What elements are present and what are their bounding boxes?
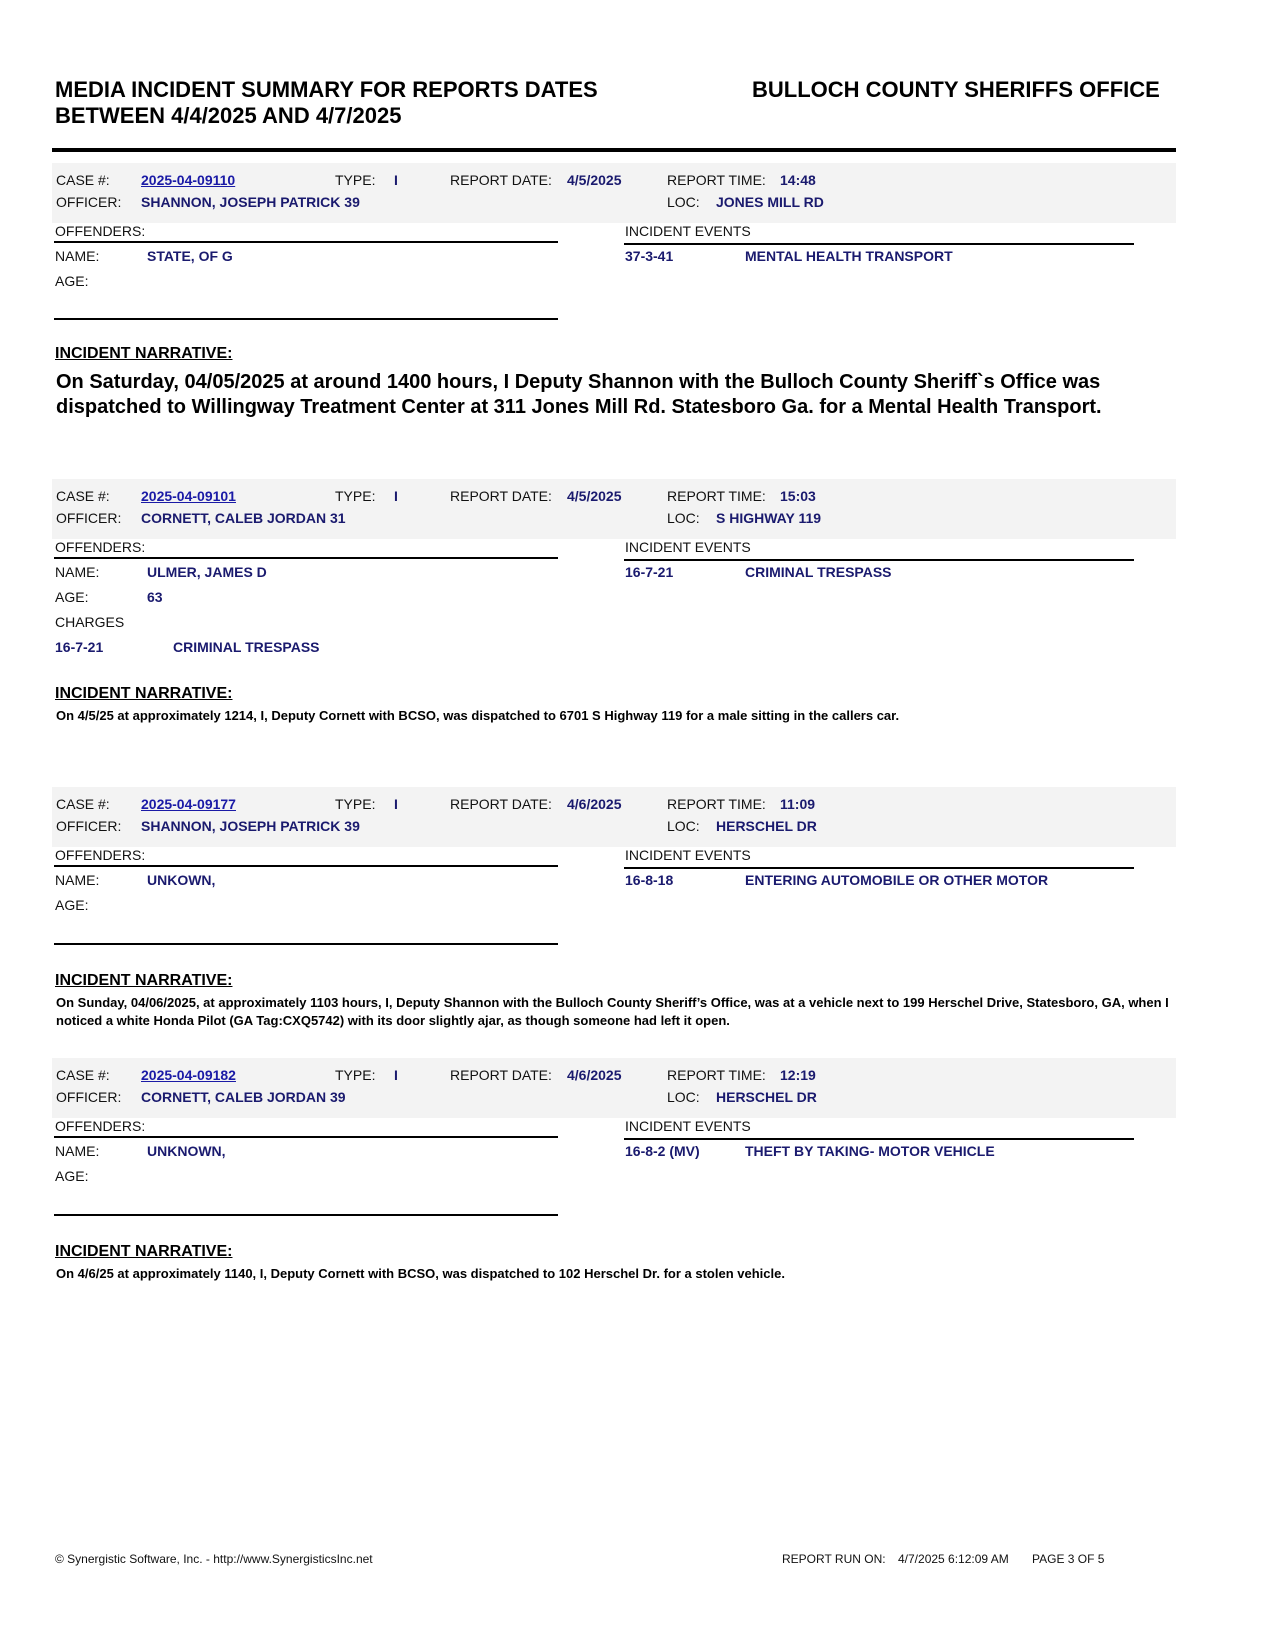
- event-description: ENTERING AUTOMOBILE OR OTHER MOTOR: [745, 872, 1049, 888]
- offender-name-label: NAME:: [55, 248, 100, 264]
- event-code: 37-3-41: [625, 248, 674, 264]
- incident-events-rule: [624, 559, 1134, 561]
- offender-age-label: AGE:: [55, 897, 89, 913]
- case-number-label: CASE #:: [56, 1067, 110, 1083]
- report-date-label: REPORT DATE:: [450, 172, 552, 188]
- loc-label: LOC:: [667, 510, 700, 526]
- type-value: I: [394, 172, 398, 188]
- narrative-heading: INCIDENT NARRATIVE:: [55, 345, 233, 362]
- officer-label: OFFICER:: [56, 194, 122, 210]
- type-label: TYPE:: [335, 1067, 376, 1083]
- offenders-rule: [54, 865, 558, 867]
- officer-value: SHANNON, JOSEPH PATRICK 39: [141, 194, 360, 210]
- case-number-label: CASE #:: [56, 172, 110, 188]
- incident-events-heading: INCIDENT EVENTS: [625, 1118, 751, 1134]
- case-number-label: CASE #:: [56, 488, 110, 504]
- report-date-value: 4/6/2025: [567, 796, 622, 812]
- incident-events-rule: [624, 867, 1134, 869]
- narrative-heading: INCIDENT NARRATIVE:: [55, 685, 233, 702]
- report-date-label: REPORT DATE:: [450, 1067, 552, 1083]
- offenders-rule: [54, 1136, 558, 1138]
- officer-value: SHANNON, JOSEPH PATRICK 39: [141, 818, 360, 834]
- officer-label: OFFICER:: [56, 510, 122, 526]
- type-label: TYPE:: [335, 796, 376, 812]
- report-time-label: REPORT TIME:: [667, 1067, 766, 1083]
- officer-value: CORNETT, CALEB JORDAN 39: [141, 1089, 346, 1105]
- footer-report-run-value: 4/7/2025 6:12:09 AM: [898, 1552, 1009, 1566]
- case-number-link[interactable]: 2025-04-09101: [141, 488, 236, 504]
- type-value: I: [394, 488, 398, 504]
- loc-value: HERSCHEL DR: [716, 1089, 817, 1105]
- narrative-heading: INCIDENT NARRATIVE:: [55, 972, 233, 989]
- event-code: 16-8-18: [625, 872, 674, 888]
- offender-name-value: STATE, OF G: [147, 248, 233, 264]
- narrative-text: On Sunday, 04/06/2025, at approximately 1103 hours, I, Deputy Shannon with the Bulloch County Sheriff’s Office, was at a vehicle next to 199 Herschel Drive, Statesboro, GA, when I noticed a white Honda Pilot (GA Tag:CXQ5742) with its door slightly ajar, as though someone had left it open.: [56, 995, 1169, 1028]
- offenders-bottom-rule: [54, 943, 558, 945]
- event-code: 16-7-21: [625, 564, 674, 580]
- offender-name-label: NAME:: [55, 872, 100, 888]
- agency-name: BULLOCH COUNTY SHERIFFS OFFICE: [752, 77, 1160, 102]
- footer-copyright: © Synergistic Software, Inc. - http://www.SynergisticsInc.net: [55, 1552, 373, 1566]
- offender-age-label: AGE:: [55, 273, 89, 289]
- type-value: I: [394, 1067, 398, 1083]
- incident-events-heading: INCIDENT EVENTS: [625, 847, 751, 863]
- event-description: THEFT BY TAKING- MOTOR VEHICLE: [745, 1143, 995, 1159]
- officer-label: OFFICER:: [56, 1089, 122, 1105]
- footer-page-number: PAGE 3 OF 5: [1032, 1552, 1105, 1566]
- report-time-value: 14:48: [780, 172, 816, 188]
- report-title-line1: MEDIA INCIDENT SUMMARY FOR REPORTS DATES: [55, 77, 598, 102]
- event-description: MENTAL HEALTH TRANSPORT: [745, 248, 953, 264]
- type-value: I: [394, 796, 398, 812]
- loc-value: JONES MILL RD: [716, 194, 824, 210]
- narrative-text: On 4/5/25 at approximately 1214, I, Deputy Cornett with BCSO, was dispatched to 6701 S Highway 119 for a male sitting in the callers car.: [56, 708, 900, 723]
- incident-events-rule: [624, 1138, 1134, 1140]
- report-time-value: 11:09: [780, 796, 816, 812]
- charge-description: CRIMINAL TRESPASS: [173, 639, 320, 655]
- offenders-rule: [54, 557, 558, 559]
- offenders-rule: [54, 241, 558, 243]
- offender-age-label: AGE:: [55, 589, 89, 605]
- type-label: TYPE:: [335, 172, 376, 188]
- incident-events-heading: INCIDENT EVENTS: [625, 539, 751, 555]
- report-time-label: REPORT TIME:: [667, 172, 766, 188]
- offenders-bottom-rule: [54, 318, 558, 320]
- offender-age-label: AGE:: [55, 1168, 89, 1184]
- narrative-heading: INCIDENT NARRATIVE:: [55, 1243, 233, 1260]
- offenders-bottom-rule: [54, 1214, 558, 1216]
- offender-age-value: 63: [147, 589, 163, 605]
- case-number-link[interactable]: 2025-04-09177: [141, 796, 236, 812]
- case-number-link[interactable]: 2025-04-09110: [141, 172, 236, 188]
- report-date-value: 4/5/2025: [567, 172, 622, 188]
- offenders-heading: OFFENDERS:: [55, 223, 146, 239]
- offenders-heading: OFFENDERS:: [55, 539, 146, 555]
- offender-name-value: UNKOWN,: [147, 872, 216, 888]
- loc-label: LOC:: [667, 1089, 700, 1105]
- officer-value: CORNETT, CALEB JORDAN 31: [141, 510, 346, 526]
- offender-name-value: ULMER, JAMES D: [147, 564, 267, 580]
- loc-value: HERSCHEL DR: [716, 818, 817, 834]
- loc-label: LOC:: [667, 818, 700, 834]
- event-description: CRIMINAL TRESPASS: [745, 564, 892, 580]
- report-time-value: 12:19: [780, 1067, 816, 1083]
- offenders-heading: OFFENDERS:: [55, 1118, 146, 1134]
- incident-events-rule: [624, 243, 1134, 245]
- charges-heading: CHARGES: [55, 614, 125, 630]
- report-title-line2: BETWEEN 4/4/2025 AND 4/7/2025: [55, 103, 402, 128]
- report-time-label: REPORT TIME:: [667, 796, 766, 812]
- loc-label: LOC:: [667, 194, 700, 210]
- offender-name-value: UNKNOWN,: [147, 1143, 226, 1159]
- narrative-text: On Saturday, 04/05/2025 at around 1400 hours, I Deputy Shannon with the Bulloch County Sheriff`s Office was dispatched to Willingway Treatment Center at 311 Jones Mill Rd. Statesboro Ga. for a Mental Health Transport.: [56, 371, 1102, 418]
- report-time-value: 15:03: [780, 488, 816, 504]
- narrative-text: On 4/6/25 at approximately 1140, I, Deputy Cornett with BCSO, was dispatched to 102 Herschel Dr. for a stolen vehicle.: [56, 1266, 785, 1281]
- incident-events-heading: INCIDENT EVENTS: [625, 223, 751, 239]
- charge-code: 16-7-21: [55, 639, 104, 655]
- report-time-label: REPORT TIME:: [667, 488, 766, 504]
- case-number-label: CASE #:: [56, 796, 110, 812]
- offenders-heading: OFFENDERS:: [55, 847, 146, 863]
- report-date-label: REPORT DATE:: [450, 488, 552, 504]
- offender-name-label: NAME:: [55, 564, 100, 580]
- report-date-value: 4/6/2025: [567, 1067, 622, 1083]
- officer-label: OFFICER:: [56, 818, 122, 834]
- report-date-label: REPORT DATE:: [450, 796, 552, 812]
- offender-name-label: NAME:: [55, 1143, 100, 1159]
- case-number-link[interactable]: 2025-04-09182: [141, 1067, 236, 1083]
- loc-value: S HIGHWAY 119: [716, 510, 822, 526]
- header-rule: [52, 148, 1176, 152]
- type-label: TYPE:: [335, 488, 376, 504]
- event-code: 16-8-2 (MV): [625, 1143, 700, 1159]
- report-date-value: 4/5/2025: [567, 488, 622, 504]
- footer-report-run-label: REPORT RUN ON:: [782, 1552, 886, 1566]
